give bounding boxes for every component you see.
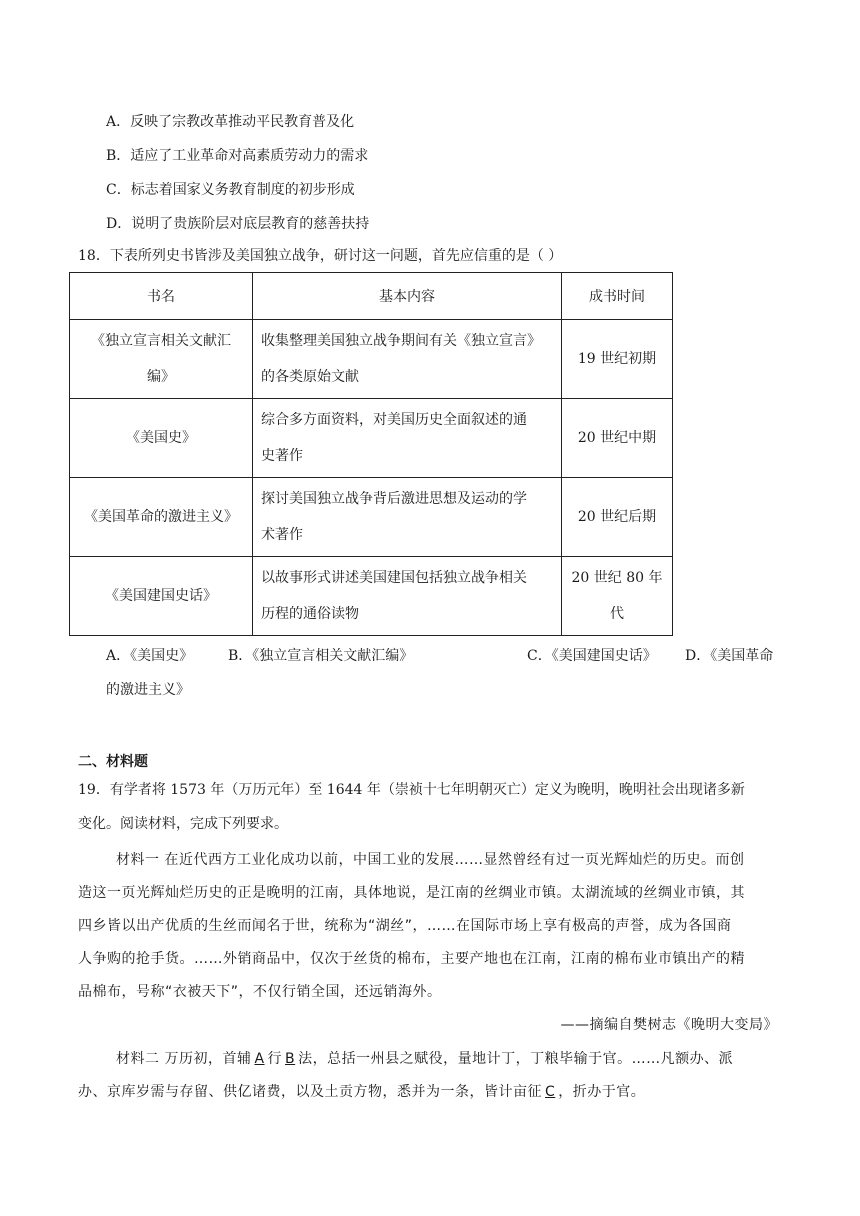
blank-c: C	[545, 1084, 556, 1100]
cell-time: 19 世纪初期	[562, 320, 673, 399]
option-17-b: B．适应了工业革命对高素质劳动力的需求	[106, 148, 369, 164]
question-18-stem: 18．下表所列史书皆涉及美国独立战争，研讨这一问题，首先应信重的是（ ）	[78, 248, 563, 264]
cell-title: 《美国建国史话》	[70, 557, 253, 636]
option-18-c: C．《美国建国史话》	[527, 648, 657, 664]
table-row	[70, 399, 673, 478]
blank-b: B	[285, 1051, 296, 1067]
cell-content: 探讨美国独立战争背后激进思想及运动的学 术著作	[253, 478, 562, 557]
table-row	[70, 557, 673, 636]
header-content: 基本内容	[253, 273, 562, 320]
cell-content: 综合多方面资料，对美国历史全面叙述的通 史著作	[253, 399, 562, 478]
option-18-d: D．《美国革命	[685, 648, 774, 664]
header-time: 成书时间	[562, 273, 673, 320]
cell-time: 20 世纪后期	[562, 478, 673, 557]
option-17-d: D．说明了贵族阶层对底层教育的慈善扶持	[106, 216, 370, 232]
table-header-row	[70, 273, 673, 320]
question-19-stem-line1: 19．有学者将 1573 年（万历元年）至 1644 年（崇祯十七年明朝灭亡）定义为晚明，晚明社会出现诸多新	[78, 782, 745, 798]
header-title: 书名	[70, 273, 253, 320]
cell-content: 收集整理美国独立战争期间有关《独立宣言》 的各类原始文献	[253, 320, 562, 399]
question-19-stem-line2: 变化。阅读材料，完成下列要求。	[78, 816, 288, 832]
option-17-a: A．反映了宗教改革推动平民教育普及化	[106, 114, 355, 130]
table-row	[70, 478, 673, 557]
cell-time: 20 世纪 80 年 代	[562, 557, 673, 636]
material-1-source: ——摘编自樊树志《晚明大变局》	[560, 1017, 778, 1033]
option-18-d-continued: 的激进主义》	[106, 682, 190, 698]
material-2: 材料二 万历初，首辅 A 行 B 法，总括一州县之赋役，量地计丁，丁粮毕输于官。……凡额办、派 办、京库岁需与存留、供亿诸费，以及土贡方物，悉并为一条，皆计亩征 C ，折办于官。	[78, 1051, 734, 1100]
cell-content: 以故事形式讲述美国建国包括独立战争相关 历程的通俗读物	[253, 557, 562, 636]
cell-time: 20 世纪中期	[562, 399, 673, 478]
blank-a: A	[254, 1051, 265, 1067]
table-row	[70, 320, 673, 399]
cell-title: 《独立宣言相关文献汇 编》	[70, 320, 253, 399]
sources-table	[69, 272, 673, 636]
section-title: 二、材料题	[78, 754, 148, 770]
option-18-b: B．《独立宣言相关文献汇编》	[228, 648, 414, 664]
option-18-a: A．《美国史》	[106, 648, 194, 664]
cell-title: 《美国革命的激进主义》	[70, 478, 253, 557]
material-1: 材料一 在近代西方工业化成功以前，中国工业的发展……显然曾经有过一页光辉灿烂的历史。而创 造这一页光辉灿烂历史的正是晚明的江南，具体地说，是江南的丝绸业市镇。太湖流域的丝绸业市镇，其 四乡皆以出产优质的生丝而闻名于世，统称为“湖丝”，……在国际市场上享有极高的声誉，成为各国商 人争购的抢手货。……外销商品中，仅次于丝货的棉布，主要产地也在江南，江南的棉布业市镇出产的精 品棉布，号称“衣被天下”，不仅行销全国，还远销海外。 ——摘编自樊树志《晚明大变局》	[78, 844, 778, 1042]
option-17-c: C．标志着国家义务教育制度的初步形成	[106, 182, 355, 198]
cell-title: 《美国史》	[70, 399, 253, 478]
